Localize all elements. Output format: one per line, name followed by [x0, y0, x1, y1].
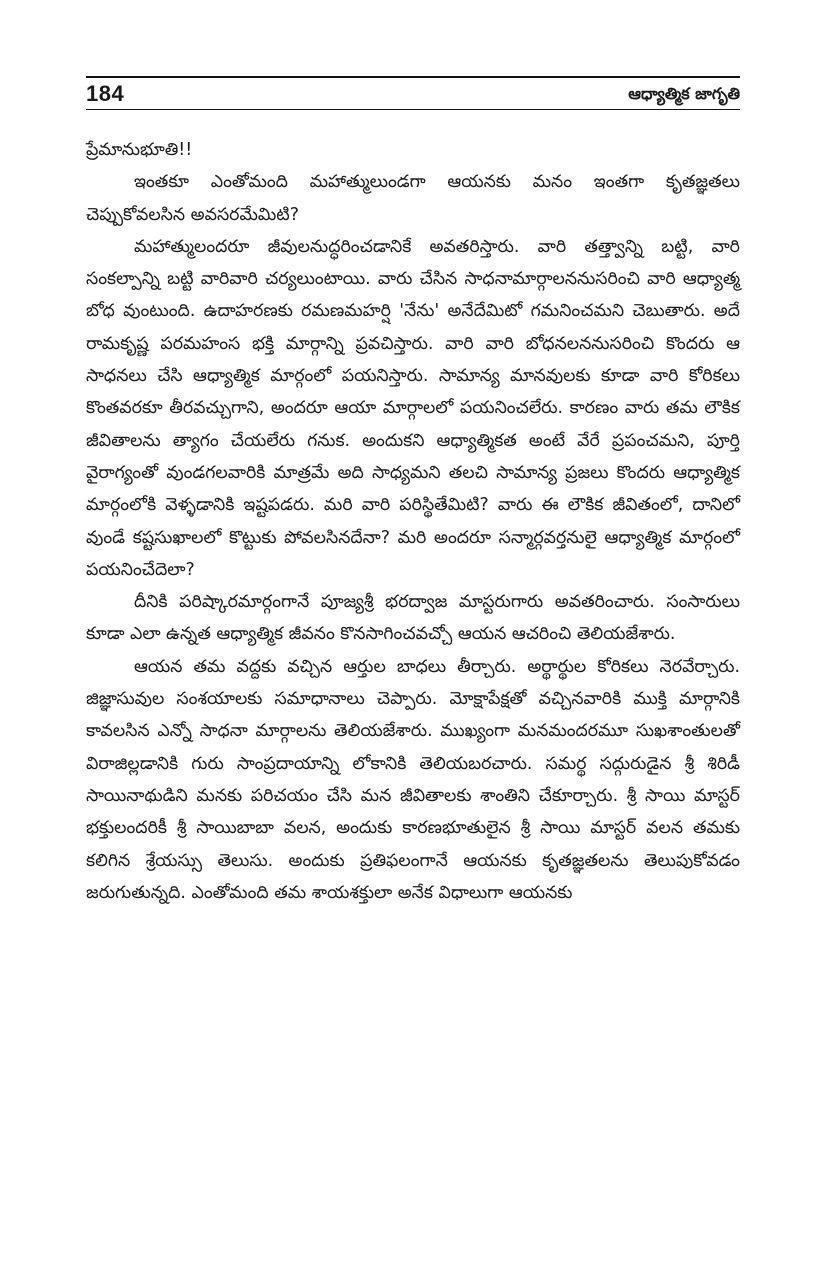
- running-title: ఆధ్యాత్మిక జాగృతి: [628, 84, 740, 103]
- body-text: [86, 134, 740, 909]
- page-header: [86, 76, 740, 110]
- book-page: [86, 0, 740, 1275]
- paragraph-continuation: ప్రేమానుభూతి!!: [86, 140, 193, 160]
- paragraph: ఇంతకూ ఎంతోమంది మహాత్ములుండగా ఆయనకు మనం ఇంతగా కృతజ్ఞతలు చెప్పుకోవలసిన అవసరమేమిటి?: [86, 172, 740, 225]
- paragraph: దీనికి పరిష్కారమార్గంగానే పూజ్యశ్రీ భరద్వాజ మాస్టరుగారు అవతరించారు. సంసారులు కూడా ఎలా ఉన్నత ఆధ్యాత్మిక జీవనం కొనసాగించవచ్చో ఆయన ఆచరించి తెలియజేశారు.: [86, 592, 740, 645]
- page-number: 184: [86, 81, 125, 106]
- paragraph: ఆయన తమ వద్దకు వచ్చిన ఆర్తుల బాధలు తీర్చారు. అర్థార్థుల కోరికలు నెరవేర్చారు. జిజ్ఞాసువుల సంశయాలకు సమాధానాలు చెప్పారు. మోక్షాపేక్షతో వచ్చినవారికి ముక్తి మార్గానికి కావలసిన ఎన్నో సాధనా మార్గాలను తెలియజేశారు. ముఖ్యంగా మనమందరమూ సుఖశాంతులతో విరాజిల్లడానికి గురు సాంప్రదాయాన్ని లోకానికి తెలియబరచారు. సమర్థ సద్గురుడైన శ్రీ శిరిడీ సాయినాథుడిని మనకు పరిచయం చేసి మన జీవితాలకు శాంతిని చేకూర్చారు. శ్రీ సాయి మాస్టర్ భక్తులందరికీ శ్రీ సాయిబాబా వలన, అందుకు కారణభూతులైన శ్రీ సాయి మాస్టర్ వలన తమకు కలిగిన శ్రేయస్సు తెలుసు. అందుకు ప్రతిఫలంగానే ఆయనకు కృతజ్ఞతలను తెలుపుకోవడం జరుగుతున్నది. ఎంతోమంది తమ శాయశక్తులా అనేక విధాలుగా ఆయనకు: [86, 656, 740, 903]
- paragraph: మహాత్ములందరూ జీవులనుద్ధరించడానికే అవతరిస్తారు. వారి తత్త్వాన్ని బట్టి, వారి సంకల్పాన్ని బట్టి వారివారి చర్యలుంటాయి. వారు చేసిన సాధనామార్గాలననుసరించి వారి ఆధ్యాత్మ బోధ వుంటుంది. ఉదాహరణకు రమణమహర్షి 'నేను' అనేదేమిటో గమనించమని చెబుతారు. అదే రామకృష్ణ పరమహంస భక్తి మార్గాన్ని ప్రవచిస్తారు. వారి వారి బోధనలననుసరించి కొందరు ఆ సాధనలు చేసి ఆధ్యాత్మిక మార్గంలో పయనిస్తారు. సామాన్య మానవులకు కూడా వారి కోరికలు కొంతవరకూ తీరవచ్చుగాని, అందరూ ఆయా మార్గాలలో పయనించలేరు. కారణం వారు తమ లౌకిక జీవితాలను త్యాగం చేయలేరు గనుక. అందుకని ఆధ్యాత్మికత అంటే వేరే ప్రపంచమని, పూర్తి వైరాగ్యంతో వుండగలవారికి మాత్రమే అది సాధ్యమని తలచి సామాన్య ప్రజలు కొందరు ఆధ్యాత్మిక మార్గంలోకి వెళ్ళడానికి ఇష్టపడరు. మరి వారి పరిస్థితేమిటి? వారు ఈ లౌకిక జీవితంలో, దానిలో వుండే కష్టసుఖాలలో కొట్టుకు పోవలసినదేనా? మరి అందరూ సన్మార్గవర్తనులై ఆధ్యాత్మిక మార్గంలో పయనించేదెలా?: [86, 236, 740, 580]
